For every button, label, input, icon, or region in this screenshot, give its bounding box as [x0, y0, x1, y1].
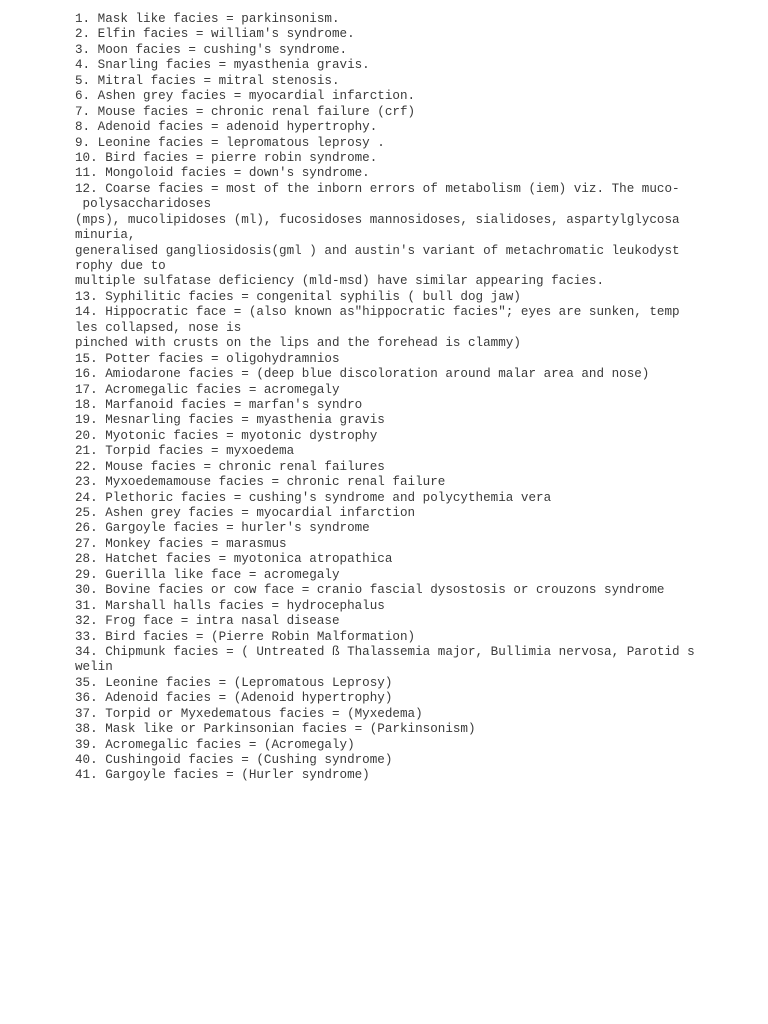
- text-line: 6. Ashen grey facies = myocardial infarction.: [75, 89, 416, 104]
- text-line: 23. Myxoedemamouse facies = chronic renal failure: [75, 475, 446, 490]
- text-line: 5. Mitral facies = mitral stenosis.: [75, 73, 340, 88]
- text-line: rophy due to: [75, 259, 166, 273]
- text-line: (mps), mucolipidoses (ml), fucosidoses mannosidoses, sialidoses, aspartylglycosa: [75, 212, 680, 227]
- text-line: 29. Guerilla like face = acromegaly: [75, 567, 340, 582]
- text-line: 1. Mask like facies = parkinsonism.: [75, 12, 340, 26]
- text-line: minuria,: [75, 228, 136, 243]
- text-line: 28. Hatchet facies = myotonica atropathica: [75, 552, 393, 567]
- text-line: 38. Mask like or Parkinsonian facies = (Parkinsonism): [75, 722, 476, 737]
- text-line: 16. Amiodarone facies = (deep blue discoloration around malar area and nose): [75, 367, 650, 382]
- text-line: les collapsed, nose is: [75, 320, 242, 335]
- text-line: 13. Syphilitic facies = congenital syphilis ( bull dog jaw): [75, 289, 521, 304]
- text-line: 27. Monkey facies = marasmus: [75, 536, 287, 551]
- text-line: 22. Mouse facies = chronic renal failures: [75, 459, 385, 474]
- text-line: 32. Frog face = intra nasal disease: [75, 614, 340, 629]
- text-line: 37. Torpid or Myxedematous facies = (Myxedema): [75, 706, 423, 721]
- text-line: 34. Chipmunk facies = ( Untreated ß Thalassemia major, Bullimia nervosa, Parotid s: [75, 644, 695, 659]
- text-line: multiple sulfatase deficiency (mld-msd) have similar appearing facies.: [75, 274, 605, 289]
- text-line: 19. Mesnarling facies = myasthenia gravis: [75, 413, 385, 428]
- text-line: 39. Acromegalic facies = (Acromegaly): [75, 737, 355, 752]
- text-line: 11. Mongoloid facies = down's syndrome.: [75, 166, 370, 181]
- text-line: polysaccharidoses: [75, 197, 212, 212]
- text-line: 17. Acromegalic facies = acromegaly: [75, 382, 340, 397]
- text-line: 20. Myotonic facies = myotonic dystrophy: [75, 428, 378, 443]
- text-line: 9. Leonine facies = lepromatous leprosy .: [75, 135, 385, 150]
- text-line: 36. Adenoid facies = (Adenoid hypertrophy): [75, 691, 393, 706]
- text-line: welin: [75, 660, 113, 675]
- text-line: 33. Bird facies = (Pierre Robin Malformation): [75, 629, 416, 644]
- text-line: generalised gangliosidosis(gml ) and austin's variant of metachromatic leukodyst: [75, 243, 680, 258]
- text-line: 4. Snarling facies = myasthenia gravis.: [75, 58, 370, 73]
- text-line: pinched with crusts on the lips and the forehead is clammy): [75, 336, 521, 351]
- text-line: 41. Gargoyle facies = (Hurler syndrome): [75, 768, 370, 783]
- text-line: 26. Gargoyle facies = hurler's syndrome: [75, 521, 370, 536]
- text-line: 25. Ashen grey facies = myocardial infarction: [75, 506, 416, 520]
- text-line: 24. Plethoric facies = cushing's syndrome and polycythemia vera: [75, 490, 552, 505]
- text-line: 21. Torpid facies = myxoedema: [75, 444, 295, 459]
- text-line: 7. Mouse facies = chronic renal failure (crf): [75, 104, 416, 119]
- document-text-block: [75, 12, 755, 784]
- text-line: 18. Marfanoid facies = marfan's syndro: [75, 397, 363, 412]
- text-line: 31. Marshall halls facies = hydrocephalus: [75, 598, 385, 613]
- text-line: 12. Coarse facies = most of the inborn errors of metabolism (iem) viz. The muco-: [75, 181, 680, 196]
- text-line: 8. Adenoid facies = adenoid hypertrophy.: [75, 120, 378, 135]
- text-line: 35. Leonine facies = (Lepromatous Leprosy): [75, 675, 393, 690]
- text-line: 15. Potter facies = oligohydramnios: [75, 351, 340, 366]
- text-line: 40. Cushingoid facies = (Cushing syndrome): [75, 753, 393, 767]
- text-line: 10. Bird facies = pierre robin syndrome.: [75, 150, 378, 165]
- text-line: 14. Hippocratic face = (also known as"hippocratic facies"; eyes are sunken, temp: [75, 305, 680, 320]
- text-line: 30. Bovine facies or cow face = cranio fascial dysostosis or crouzons syndrome: [75, 583, 665, 598]
- text-line: 2. Elfin facies = william's syndrome.: [75, 27, 355, 42]
- text-line: 3. Moon facies = cushing's syndrome.: [75, 42, 348, 57]
